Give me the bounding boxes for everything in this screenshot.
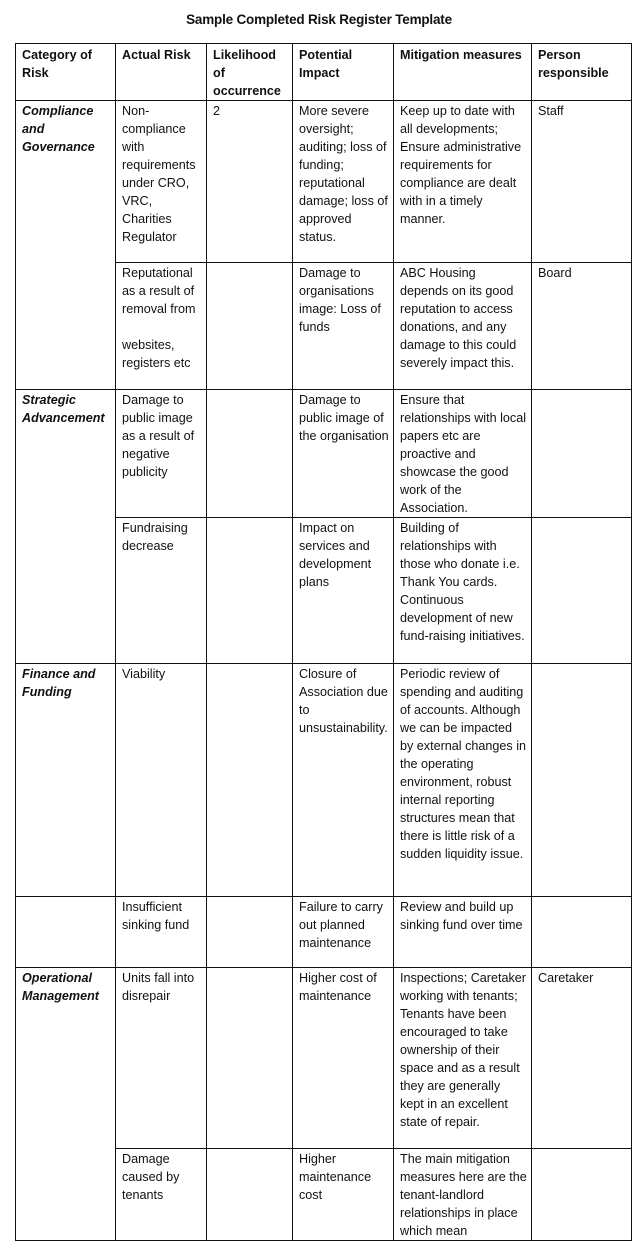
likelihood-cell xyxy=(207,664,293,897)
potential-impact-cell: Higher cost of maintenance xyxy=(293,968,394,1149)
actual-risk-cell: Units fall into disrepair xyxy=(116,968,207,1149)
potential-impact-cell: Damage to organisations image: Loss of funds xyxy=(293,263,394,390)
header-potential-impact: Potential Impact xyxy=(293,44,394,101)
actual-risk-cell: Non-compliance with requirements under CRO, VRC, Charities Regulator xyxy=(116,101,207,263)
actual-risk-cell: Damage to public image as a result of negative publicity xyxy=(116,390,207,518)
actual-risk-cell: Damage caused by tenants xyxy=(116,1149,207,1241)
person-cell: Board xyxy=(532,263,632,390)
potential-impact-cell: More severe oversight; auditing; loss of funding; reputational damage; loss of approved status. xyxy=(293,101,394,263)
mitigation-cell: ABC Housing depends on its good reputation to access donations, and any damage to this could severely impact this. xyxy=(394,263,532,390)
category-cell: Finance and Funding xyxy=(16,664,116,897)
mitigation-cell: Keep up to date with all developments; Ensure administrative requirements for compliance are dealt with in a timely manner. xyxy=(394,101,532,263)
person-cell: Caretaker xyxy=(532,968,632,1149)
mitigation-cell: The main mitigation measures here are the tenant-landlord relationships in place which mean xyxy=(394,1149,532,1241)
header-mitigation: Mitigation measures xyxy=(394,44,532,101)
potential-impact-cell: Impact on services and development plans xyxy=(293,518,394,664)
mitigation-cell: Review and build up sinking fund over time xyxy=(394,897,532,968)
mitigation-cell: Inspections; Caretaker working with tenants; Tenants have been encouraged to take ownership of their space and as a result they are generally kept in an excellent state of repair. xyxy=(394,968,532,1149)
actual-risk-cell: Viability xyxy=(116,664,207,897)
table-row xyxy=(16,968,632,1149)
category-cell-empty xyxy=(16,897,116,968)
likelihood-cell xyxy=(207,263,293,390)
header-likelihood: Likelihood of occurrence xyxy=(207,44,293,101)
category-cell: Operational Management xyxy=(16,968,116,1241)
table-row xyxy=(16,390,632,518)
potential-impact-cell: Failure to carry out planned maintenance xyxy=(293,897,394,968)
likelihood-cell: 2 xyxy=(207,101,293,263)
header-actual-risk: Actual Risk xyxy=(116,44,207,101)
person-cell xyxy=(532,390,632,518)
likelihood-cell xyxy=(207,897,293,968)
mitigation-cell: Ensure that relationships with local papers etc are proactive and showcase the good work of the Association. xyxy=(394,390,532,518)
actual-risk-cell: Reputational as a result of removal from websites, registers etc xyxy=(116,263,207,390)
person-cell xyxy=(532,664,632,897)
person-cell xyxy=(532,518,632,664)
potential-impact-cell: Higher maintenance cost xyxy=(293,1149,394,1241)
table-row xyxy=(16,664,632,897)
potential-impact-cell: Closure of Association due to unsustainability. xyxy=(293,664,394,897)
document-title: Sample Completed Risk Register Template xyxy=(186,12,452,27)
risk-register-table xyxy=(15,43,632,1241)
person-cell xyxy=(532,1149,632,1241)
category-cell: Strategic Advancement xyxy=(16,390,116,664)
likelihood-cell xyxy=(207,1149,293,1241)
header-person: Person responsible xyxy=(532,44,632,101)
potential-impact-cell: Damage to public image of the organisation xyxy=(293,390,394,518)
mitigation-cell: Building of relationships with those who donate i.e. Thank You cards. Continuous development of new fund-raising initiatives. xyxy=(394,518,532,664)
likelihood-cell xyxy=(207,518,293,664)
likelihood-cell xyxy=(207,968,293,1149)
mitigation-cell: Periodic review of spending and auditing of accounts. Although we can be impacted by external changes in the operating environment, robust internal reporting structures mean that there is little risk of a sudden liquidity issue. xyxy=(394,664,532,897)
likelihood-cell xyxy=(207,390,293,518)
person-cell xyxy=(532,897,632,968)
category-cell: Compliance and Governance xyxy=(16,101,116,390)
header-row xyxy=(16,44,632,101)
actual-risk-cell: Fundraising decrease xyxy=(116,518,207,664)
person-cell: Staff xyxy=(532,101,632,263)
table-row xyxy=(16,101,632,263)
actual-risk-cell: Insufficient sinking fund xyxy=(116,897,207,968)
table-row xyxy=(16,897,632,968)
header-category: Category of Risk xyxy=(16,44,116,101)
